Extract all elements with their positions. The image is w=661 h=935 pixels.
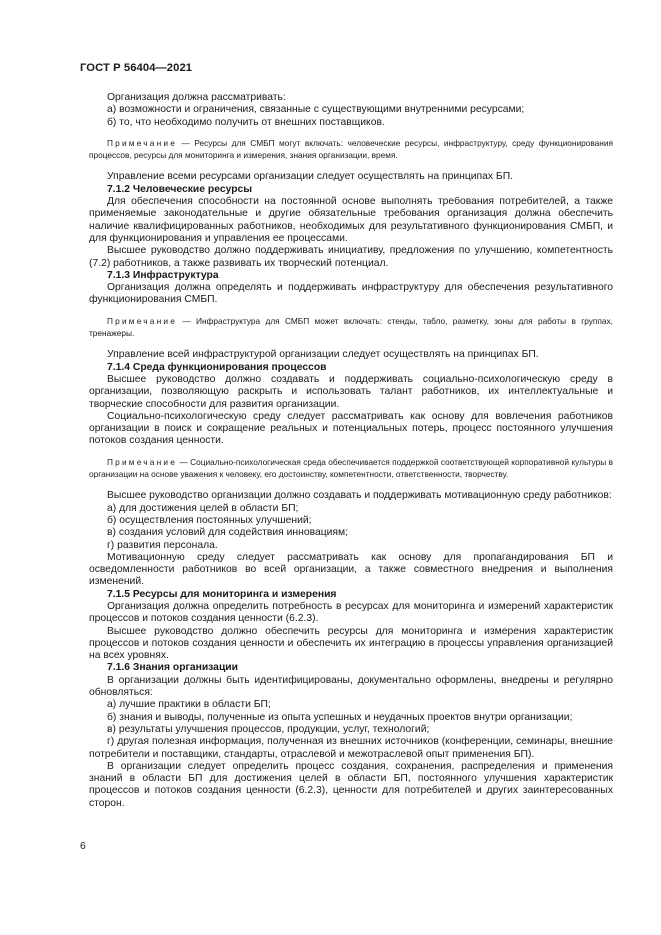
paragraph: Управление всеми ресурсами организации следует осуществлять на принципах БП.: [107, 171, 514, 183]
paragraph: Организация должна определить потребность в ресурсах для мониторинга и измерений характеристик процессов и потоков создания ценности (6.2.3).: [89, 600, 613, 625]
paragraph: Мотивационную среду следует рассматривать как основу для пропагандирования БП и осведомленности работников во всей организации, а также совместного внедрения и выполнения изменений.: [89, 551, 613, 588]
paragraph: Высшее руководство должно обеспечить ресурсы для мониторинга и измерения характеристик процессов и потоков создания ценности и обеспечить их интеграцию в процессы управления организацией на всех уровнях.: [89, 625, 613, 662]
list-item: б) знания и выводы, полученные из опыта успешных и неудачных проектов внутри организации;: [107, 711, 573, 723]
list-item: в) результаты улучшения процессов, продукции, услуг, технологий;: [107, 723, 430, 735]
note-label: Примечание: [107, 315, 178, 326]
paragraph: Социально-психологическую среду следует рассматривать как основу для вовлечения работников организации в поиск и сокращение реальных и потенциальных потерь, процесс постоянного улучшения потоков создания ценности.: [89, 410, 613, 447]
note-text: Ресурсы для СМБП могут включать: человеческие ресурсы, инфраструктуру, среду функционирования процессов, ресурсы для мониторинга и измерения, знания организации, время.: [89, 137, 613, 161]
document-code-header: ГОСТ Р 56404—2021: [80, 62, 193, 74]
paragraph: Высшее руководство должно поддерживать инициативу, предложения по улучшению, компетентность (7.2) работников, а также развивать их творческий потенциал.: [89, 245, 613, 269]
paragraph: Высшее руководство должно создавать и поддерживать социально-психологическую среду в организации, позволяющую раскрыть и использовать талант работников, их интеллектуальные и творческие способности для развития организации.: [89, 373, 613, 410]
section-heading: 7.1.2 Человеческие ресурсы: [107, 183, 253, 195]
note-label: Примечание: [107, 137, 178, 148]
note: Примечание — Инфраструктура для СМБП может включать: стенды, табло, разметку, зоны для работы в группах, тренажеры.: [89, 315, 613, 339]
paragraph: Управление всей инфраструктурой организации следует осуществлять на принципах БП.: [107, 349, 539, 361]
list-item: а) лучшие практики в области БП;: [107, 699, 271, 711]
note-text: Инфраструктура для СМБП может включать: стенды, табло, разметку, зоны для работы в группах, тренажеры.: [89, 315, 613, 339]
section-heading: 7.1.3 Инфраструктура: [107, 269, 219, 281]
section-heading: 7.1.5 Ресурсы для мониторинга и измерения: [107, 588, 337, 600]
paragraph: Организация должна определять и поддерживать инфраструктуру для обеспечения результативного функционирования СМБП.: [89, 282, 613, 306]
document-body: [89, 92, 613, 810]
list-item: а) возможности и ограничения, связанные с существующими внутренними ресурсами;: [107, 104, 525, 116]
note: Примечание — Социально-психологическая среда обеспечивается поддержкой соответствующей корпоративной культуры в организации на основе уважения к человеку, его достоинству, компетентности, ответственности, творчеству.: [89, 456, 613, 480]
section-heading: 7.1.6 Знания организации: [107, 662, 239, 674]
list-item: а) для достижения целей в области БП;: [107, 502, 299, 514]
note-label: Примечание: [107, 456, 178, 467]
paragraph: Высшее руководство организации должно создавать и поддерживать мотивационную среду работников:: [107, 490, 612, 502]
paragraph: Для обеспечения способности на постоянной основе выполнять требования потребителей, а также применяемые законодательные и другие обязательные требования организация должна обеспечить наличие квалифицированных работников, необходимых для результативного функционирования СМБП, и для функционирования и управления ее процессами.: [89, 196, 613, 244]
list-item: б) осуществления постоянных улучшений;: [107, 514, 312, 526]
paragraph: В организации должны быть идентифицированы, документально оформлены, внедрены и регулярно обновляться:: [89, 674, 613, 699]
note: Примечание — Ресурсы для СМБП могут включать: человеческие ресурсы, инфраструктуру, среду функционирования процессов, ресурсы для мониторинга и измерения, знания организации, время.: [89, 137, 613, 161]
list-item: в) создания условий для содействия инновациям;: [107, 527, 349, 539]
list-item: б) то, что необходимо получить от внешних поставщиков.: [107, 116, 385, 128]
paragraph: Организация должна рассматривать:: [107, 92, 286, 103]
paragraph: г) другая полезная информация, полученная из внешних источников (конференции, семинары, внешние потребители и поставщики, стандарты, отраслевой и межотраслевой опыт применения БП).: [89, 736, 613, 760]
paragraph: В организации следует определить процесс создания, сохранения, распределения и применения знаний в области БП для достижения целей в области БП, постоянного улучшения характеристик процессов и потоков создания ценности (6.2.3), ценности для потребителей и других заинтересованных сторон.: [89, 760, 613, 809]
note-text: Социально-психологическая среда обеспечивается поддержкой соответствующей корпоративной культуры в организации на основе уважения к человеку, его достоинству, компетентности, ответственности, творчеству.: [89, 456, 613, 480]
section-heading: 7.1.4 Среда функционирования процессов: [107, 361, 327, 373]
list-item: г) развития персонала.: [107, 539, 218, 551]
page-number: 6: [80, 841, 86, 852]
